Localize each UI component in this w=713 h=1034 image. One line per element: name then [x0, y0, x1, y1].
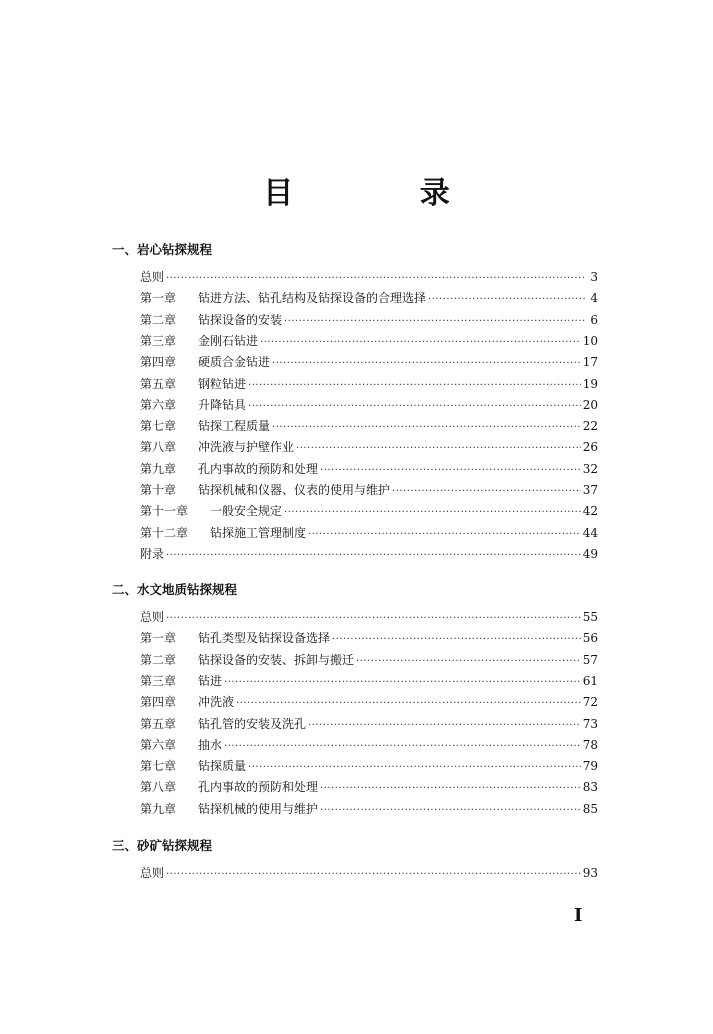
- chapter-title: 一般安全规定: [210, 504, 283, 519]
- chapter-title: 钻孔管的安装及洗孔: [198, 716, 307, 731]
- chapter-title: 钻进: [198, 673, 223, 688]
- chapter-number: 第十章: [140, 483, 177, 497]
- chapter-title: 总则: [140, 866, 165, 880]
- chapter-title: 钻探机械的使用与维护: [198, 801, 319, 816]
- section-title: 三、砂矿钻探规程: [112, 838, 213, 853]
- chapter-number: 第二章: [140, 652, 177, 667]
- chapter-title: 钻孔类型及钻探设备选择: [198, 631, 331, 646]
- dot-leader: [308, 526, 581, 544]
- entry-page-number: 49: [582, 546, 598, 561]
- chapter-number: 第五章: [140, 376, 177, 391]
- chapter-number: 第八章: [140, 440, 177, 455]
- entry-page-number: 78: [582, 737, 598, 752]
- dot-leader: [224, 674, 581, 692]
- chapter-number: 第三章: [140, 673, 177, 688]
- toc-entry[interactable]: [140, 502, 598, 520]
- section-title: 二、水文地质钻探规程: [112, 582, 238, 597]
- entry-page-number: 61: [582, 673, 598, 688]
- entry-page-number: 6: [590, 312, 598, 327]
- entry-page-number: 37: [582, 483, 598, 497]
- dot-leader: [236, 695, 581, 713]
- toc-entry[interactable]: [140, 417, 598, 435]
- dot-leader: [260, 334, 581, 352]
- toc-entry[interactable]: [140, 757, 598, 775]
- chapter-number: 第一章: [140, 631, 177, 646]
- chapter-title: 钻探质量: [198, 759, 247, 774]
- entry-page-number: 93: [582, 866, 598, 880]
- toc-entry[interactable]: [140, 736, 598, 754]
- entry-page-number: 83: [582, 780, 598, 795]
- entry-page-number: 72: [582, 695, 598, 710]
- toc-entry[interactable]: [140, 396, 598, 414]
- dot-leader: [296, 440, 581, 458]
- dot-leader: [428, 291, 586, 309]
- toc-entry[interactable]: [140, 332, 598, 350]
- entry-page-number: 56: [582, 631, 598, 646]
- entry-page-number: 19: [582, 376, 598, 391]
- dot-leader: [248, 398, 581, 416]
- entry-page-number: 4: [590, 291, 598, 306]
- chapter-title: 钻探施工管理制度: [210, 525, 307, 540]
- toc-entry[interactable]: [140, 438, 598, 456]
- entry-page-number: 20: [582, 397, 598, 412]
- chapter-number: 第一章: [140, 291, 177, 306]
- chapter-number: 第六章: [140, 737, 177, 752]
- toc-entry[interactable]: [140, 672, 598, 690]
- chapter-number: 第七章: [140, 759, 177, 774]
- chapter-title: 金刚石钻进: [198, 333, 259, 348]
- entry-page-number: 79: [582, 759, 598, 774]
- chapter-title: 钻探机械和仪器、仪表的使用与维护: [198, 483, 391, 497]
- dot-leader: [166, 547, 581, 565]
- entry-page-number: 32: [582, 461, 598, 476]
- toc-entry[interactable]: [140, 375, 598, 393]
- dot-leader: [308, 717, 581, 735]
- toc-entry[interactable]: [140, 460, 598, 478]
- entry-page-number: 44: [582, 525, 598, 540]
- page-number: I: [574, 905, 583, 926]
- dot-leader: [166, 866, 581, 884]
- toc-entry[interactable]: [140, 481, 598, 499]
- entry-page-number: 10: [582, 333, 598, 348]
- toc-entry[interactable]: [140, 800, 598, 818]
- page-title: 目 录: [263, 176, 508, 211]
- chapter-number: 第七章: [140, 419, 177, 434]
- chapter-number: 第八章: [140, 780, 177, 795]
- dot-leader: [320, 780, 581, 798]
- entry-page-number: 22: [582, 419, 598, 434]
- chapter-number: 第九章: [140, 461, 177, 476]
- toc-entry[interactable]: [140, 268, 598, 286]
- dot-leader: [332, 631, 581, 649]
- chapter-title: 冲洗液与护壁作业: [198, 440, 295, 455]
- toc-entry[interactable]: [140, 608, 598, 626]
- dot-leader: [320, 462, 581, 480]
- chapter-title: 孔内事故的预防和处理: [198, 780, 319, 795]
- dot-leader: [248, 759, 581, 777]
- section-title: 一、岩心钻探规程: [112, 242, 213, 257]
- toc-entry[interactable]: [140, 289, 598, 307]
- dot-leader: [166, 610, 581, 628]
- chapter-number: 第四章: [140, 695, 177, 710]
- toc-entry[interactable]: [140, 778, 598, 796]
- chapter-title: 钻进方法、钻孔结构及钻探设备的合理选择: [198, 291, 427, 306]
- dot-leader: [272, 355, 581, 373]
- toc-entry[interactable]: [140, 629, 598, 647]
- entry-page-number: 85: [582, 801, 598, 816]
- chapter-title: 升降钻具: [198, 397, 247, 412]
- chapter-title: 钢粒钻进: [198, 376, 247, 391]
- chapter-title: 孔内事故的预防和处理: [198, 461, 319, 476]
- toc-entry[interactable]: [140, 693, 598, 711]
- dot-leader: [284, 504, 581, 522]
- toc-entry[interactable]: [140, 864, 598, 882]
- toc-entry[interactable]: [140, 545, 598, 563]
- toc-entry[interactable]: [140, 524, 598, 542]
- dot-leader: [166, 270, 586, 288]
- chapter-number: 第十一章: [140, 504, 189, 519]
- entry-page-number: 3: [590, 270, 598, 284]
- toc-entry[interactable]: [140, 651, 598, 669]
- toc-entry[interactable]: [140, 715, 598, 733]
- chapter-number: 第二章: [140, 312, 177, 327]
- chapter-title: 附录: [140, 546, 165, 561]
- chapter-title: 总则: [140, 610, 165, 624]
- dot-leader: [224, 738, 581, 756]
- chapter-title: 钻探设备的安装、拆卸与搬迁: [198, 652, 355, 667]
- entry-page-number: 26: [582, 440, 598, 455]
- chapter-title: 抽水: [198, 737, 223, 752]
- chapter-title: 钻探设备的安装: [198, 312, 283, 327]
- chapter-number: 第五章: [140, 716, 177, 731]
- chapter-number: 第四章: [140, 355, 177, 370]
- chapter-number: 第三章: [140, 333, 177, 348]
- toc-entry[interactable]: [140, 353, 598, 371]
- dot-leader: [272, 419, 581, 437]
- chapter-title: 冲洗液: [198, 695, 235, 710]
- chapter-number: 第十二章: [140, 525, 189, 540]
- chapter-number: 第六章: [140, 397, 177, 412]
- entry-page-number: 17: [582, 355, 598, 370]
- chapter-title: 钻探工程质量: [198, 419, 271, 434]
- chapter-title: 总则: [140, 270, 165, 284]
- chapter-number: 第九章: [140, 801, 177, 816]
- entry-page-number: 73: [582, 716, 598, 731]
- entry-page-number: 57: [582, 652, 598, 667]
- dot-leader: [284, 313, 586, 331]
- dot-leader: [356, 653, 581, 671]
- chapter-title: 硬质合金钻进: [198, 355, 271, 370]
- dot-leader: [320, 802, 581, 820]
- dot-leader: [392, 483, 581, 501]
- entry-page-number: 55: [582, 610, 598, 624]
- dot-leader: [248, 377, 581, 395]
- toc-entry[interactable]: [140, 311, 598, 329]
- entry-page-number: 42: [582, 504, 598, 519]
